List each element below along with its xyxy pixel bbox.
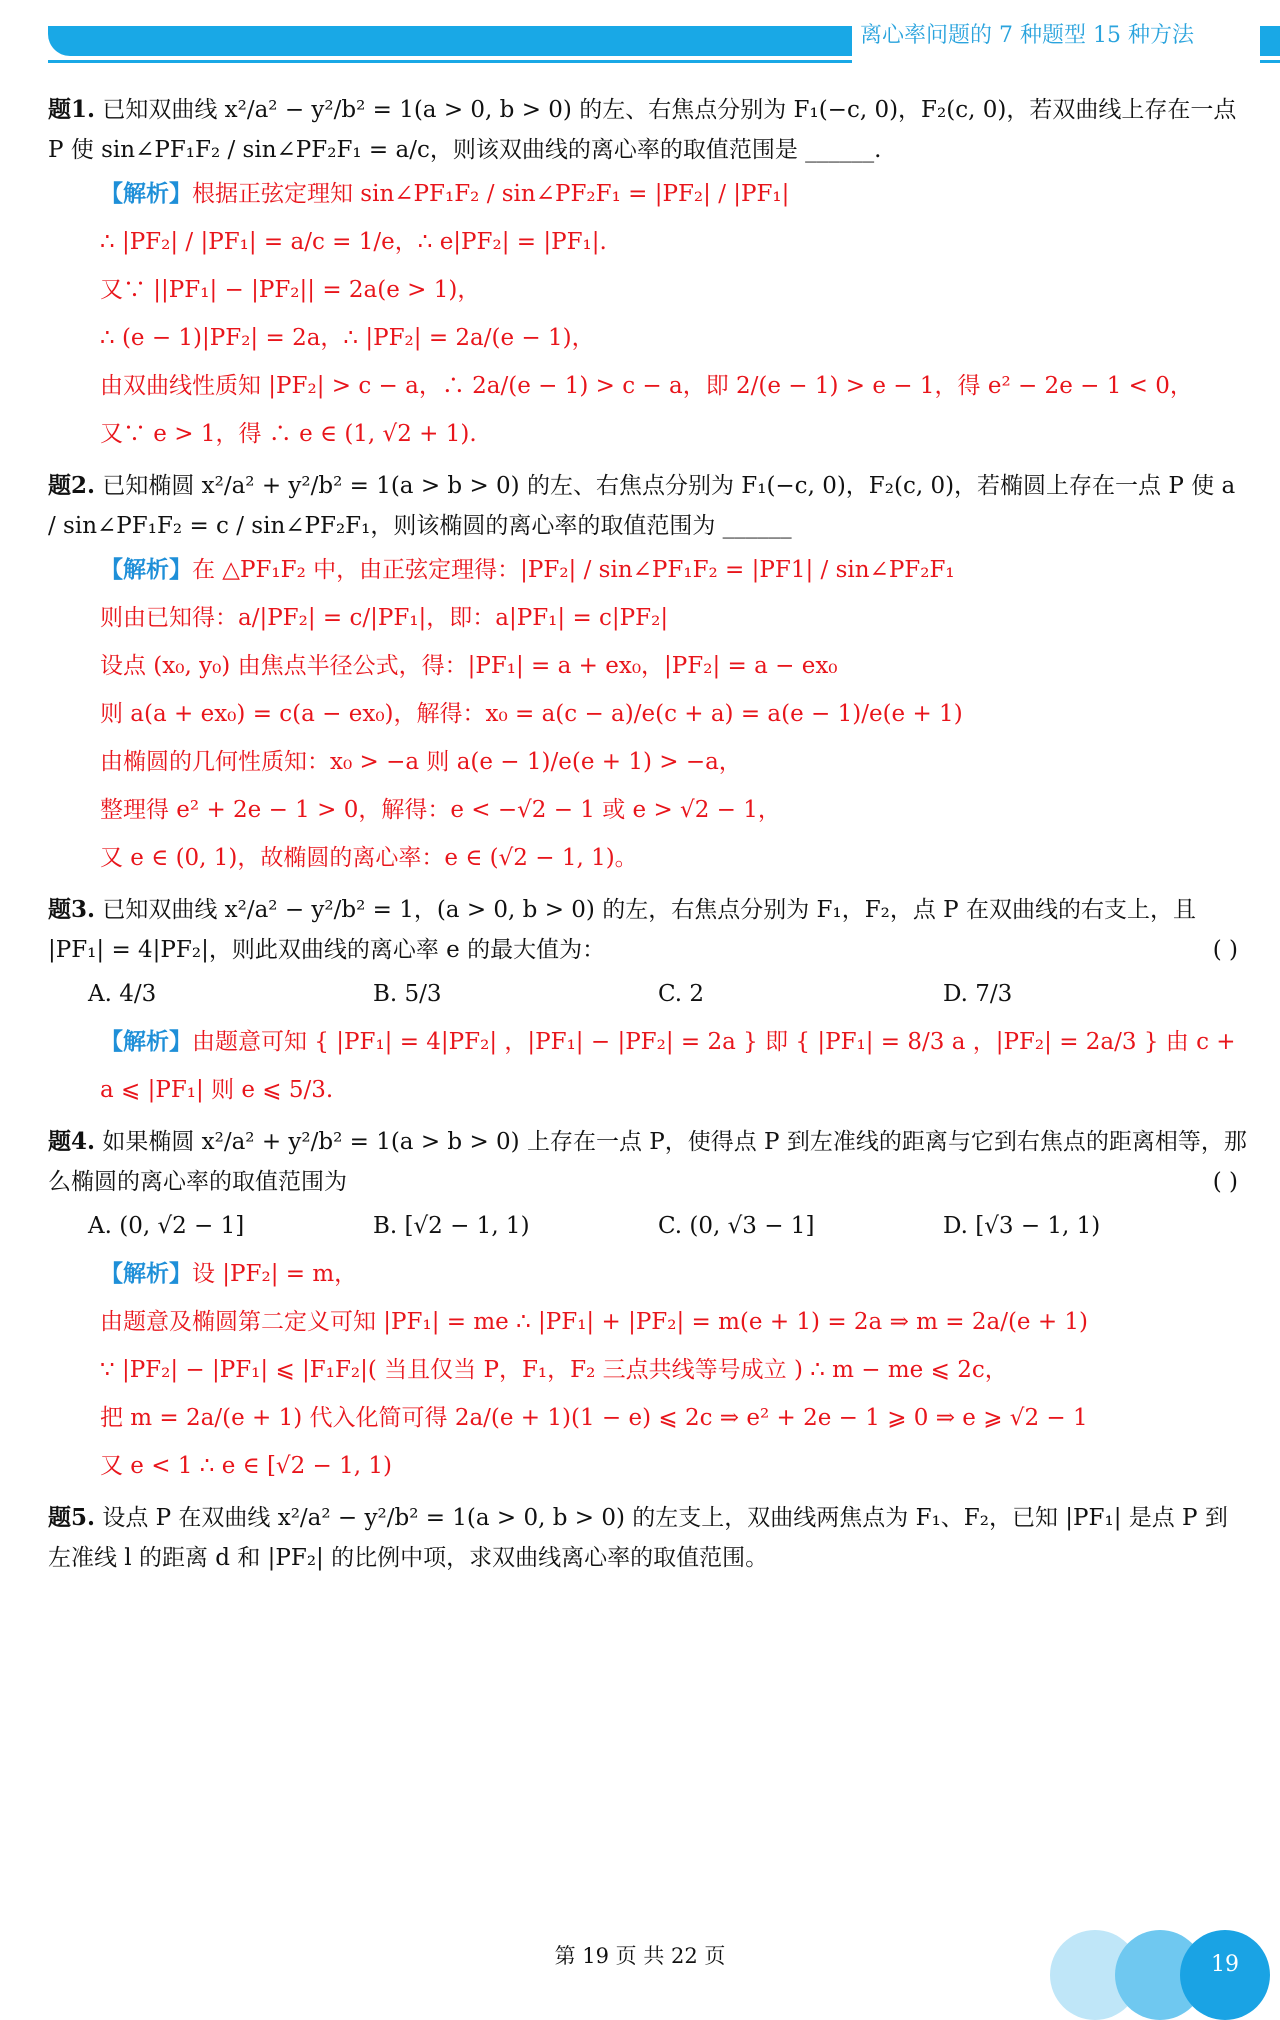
solution <box>100 546 1248 882</box>
header-title: 离心率问题的 7 种题型 15 种方法 <box>852 20 1260 90</box>
solution-tag: 【解析】 <box>100 1028 192 1055</box>
solution-line: 则 a(a + ex₀) = c(a − ex₀)，解得：x₀ = a(c − a)/e(c + a) = a(e − 1)/e(e + 1) <box>100 701 963 727</box>
solution-line: 整理得 e² + 2e − 1 > 0，解得：e < −√2 − 1 或 e > √2 − 1， <box>100 797 781 823</box>
solution-tag: 【解析】 <box>100 556 192 583</box>
solution-line: 根据正弦定理知 sin∠PF₁F₂ / sin∠PF₂F₁ = |PF₂| / |PF₁| <box>192 181 790 207</box>
option-d: D. [√3 − 1, 1) <box>943 1213 1101 1239</box>
options <box>88 970 1248 1018</box>
solution-tag: 【解析】 <box>100 180 192 207</box>
option-a: A. (0, √2 − 1] <box>88 1213 245 1239</box>
question-2 <box>48 466 1248 882</box>
answer-paren: ( ) <box>1212 937 1238 963</box>
option-b: B. [√2 − 1, 1) <box>373 1213 530 1239</box>
page-number-badge: 19 <box>1180 1930 1270 2020</box>
solution-line: ∵ |PF₂| − |PF₁| ⩽ |F₁F₂|( 当且仅当 P，F₁，F₂ 三点共线等号成立 ) ∴ m − me ⩽ 2c， <box>100 1357 1008 1383</box>
solution-tag: 【解析】 <box>100 1260 192 1287</box>
question-label: 题4. <box>48 1128 96 1155</box>
solution-line: 设 |PF₂| = m， <box>192 1261 358 1287</box>
page-content <box>48 90 1248 1586</box>
question-3 <box>48 890 1248 1114</box>
question-stem: 已知双曲线 x²/a² − y²/b² = 1，(a > 0, b > 0) 的左，右焦点分别为 F₁，F₂，点 P 在双曲线的右支上，且 |PF₁| = 4|PF₂|，则此双曲线的离心率 e 的最大值为： <box>48 897 1196 963</box>
options <box>88 1202 1248 1250</box>
solution-line: 在 △PF₁F₂ 中，由正弦定理得：|PF₂| / sin∠PF₁F₂ = |PF1| / sin∠PF₂F₁ <box>192 557 955 583</box>
page-footer: 第 19 页 共 22 页 <box>554 1944 726 1968</box>
solution-line: 又∵ e > 1，得 ∴ e ∈ (1, √2 + 1). <box>100 421 477 447</box>
solution-line: 设点 (x₀, y₀) 由焦点半径公式，得：|PF₁| = a + ex₀，|PF₂| = a − ex₀ <box>100 653 838 679</box>
solution <box>100 170 1248 458</box>
solution-line: 由椭圆的几何性质知：x₀ > −a 则 a(e − 1)/e(e + 1) > −a， <box>100 749 742 775</box>
option-b: B. 5/3 <box>373 981 442 1007</box>
question-5 <box>48 1498 1248 1578</box>
option-c: C. 2 <box>658 981 705 1007</box>
solution-line: 由双曲线性质知 |PF₂| > c − a，∴ 2a/(e − 1) > c − a，即 2/(e − 1) > e − 1，得 e² − 2e − 1 < 0， <box>100 373 1193 399</box>
solution-line: 由题意及椭圆第二定义可知 |PF₁| = me ∴ |PF₁| + |PF₂| = m(e + 1) = 2a ⇒ m = 2a/(e + 1) <box>100 1309 1089 1335</box>
solution-line: ∴ (e − 1)|PF₂| = 2a，∴ |PF₂| = 2a/(e − 1)， <box>100 325 595 351</box>
solution <box>100 1250 1248 1490</box>
option-c: C. (0, √3 − 1] <box>658 1213 815 1239</box>
solution <box>100 1018 1248 1114</box>
solution-line: 把 m = 2a/(e + 1) 代入化简可得 2a/(e + 1)(1 − e) ⩽ 2c ⇒ e² + 2e − 1 ⩾ 0 ⇒ e ⩾ √2 − 1 <box>100 1405 1088 1431</box>
question-label: 题1. <box>48 96 96 123</box>
question-stem: 设点 P 在双曲线 x²/a² − y²/b² = 1(a > 0, b > 0) 的左支上，双曲线两焦点为 F₁、F₂，已知 |PF₁| 是点 P 到左准线 l 的距离 d 和 |PF₂| 的比例中项，求双曲线离心率的取值范围。 <box>48 1505 1228 1571</box>
solution-line: 又 e < 1 ∴ e ∈ [√2 − 1, 1) <box>100 1453 392 1479</box>
question-label: 题3. <box>48 896 96 923</box>
question-stem: 已知双曲线 x²/a² − y²/b² = 1(a > 0, b > 0) 的左、右焦点分别为 F₁(−c, 0)，F₂(c, 0)，若双曲线上存在一点 P 使 sin∠PF₁F₂ / sin∠PF₂F₁ = a/c，则该双曲线的离心率的取值范围是 ______. <box>48 97 1237 163</box>
solution-line: 又∵ ||PF₁| − |PF₂|| = 2a(e > 1)， <box>100 277 481 303</box>
question-1 <box>48 90 1248 458</box>
option-a: A. 4/3 <box>88 981 157 1007</box>
question-stem: 如果椭圆 x²/a² + y²/b² = 1(a > b > 0) 上存在一点 P，使得点 P 到左准线的距离与它到右焦点的距离相等，那么椭圆的离心率的取值范围为 <box>48 1129 1247 1195</box>
question-stem: 已知椭圆 x²/a² + y²/b² = 1(a > b > 0) 的左、右焦点分别为 F₁(−c, 0)，F₂(c, 0)，若椭圆上存在一点 P 使 a / sin∠PF₁F₂ = c / sin∠PF₂F₁，则该椭圆的离心率的取值范围为 ______ <box>48 473 1236 539</box>
solution-line: 则由已知得：a/|PF₂| = c/|PF₁|，即：a|PF₁| = c|PF₂| <box>100 605 669 631</box>
solution-line: ∴ |PF₂| / |PF₁| = a/c = 1/e，∴ e|PF₂| = |PF₁|. <box>100 229 607 255</box>
question-4 <box>48 1122 1248 1490</box>
question-label: 题5. <box>48 1504 96 1531</box>
solution-line: 由题意可知 { |PF₁| = 4|PF₂| ，|PF₁| − |PF₂| = 2a } 即 { |PF₁| = 8/3 a ，|PF₂| = 2a/3 } 由 c + a ⩽ |PF₁| 则 e ⩽ 5/3. <box>100 1029 1236 1103</box>
option-d: D. 7/3 <box>943 981 1013 1007</box>
answer-paren: ( ) <box>1212 1169 1238 1195</box>
solution-line: 又 e ∈ (0, 1)，故椭圆的离心率：e ∈ (√2 − 1, 1)。 <box>100 845 638 871</box>
question-label: 题2. <box>48 472 96 499</box>
